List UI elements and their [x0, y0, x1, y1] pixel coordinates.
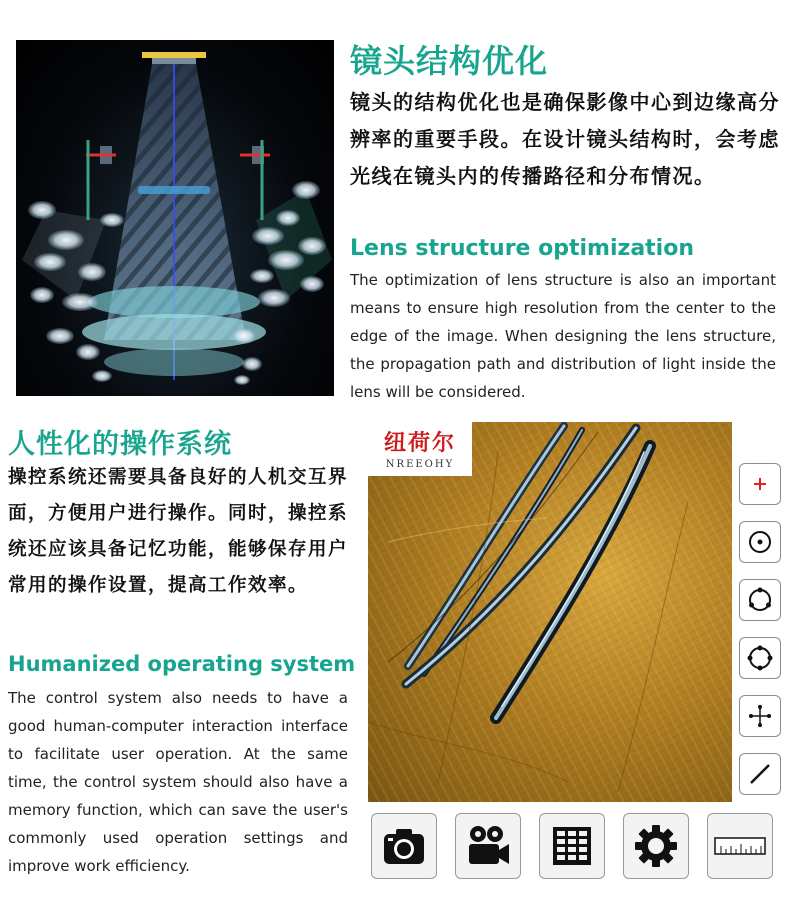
- circle-center-tool-button[interactable]: [739, 521, 781, 563]
- video-record-button[interactable]: [455, 813, 521, 879]
- lens-section-text-en: The optimization of lens structure is also an important means to ensure high resolution from the center to the edge of the image. When designing the lens structure, the propagation path and distribution of light inside the lens will be considered.: [350, 271, 776, 401]
- crosshair-icon: [748, 472, 772, 496]
- circle-4point-icon: [746, 644, 774, 672]
- lens-structure-image: [16, 40, 334, 396]
- lens-diagram-illustration: [16, 40, 334, 396]
- microscope-view[interactable]: [368, 422, 732, 802]
- brand-logo: [368, 422, 472, 476]
- four-point-circle-tool-button[interactable]: [739, 637, 781, 679]
- gear-icon: [634, 824, 678, 868]
- crosshair-tool-button[interactable]: [739, 463, 781, 505]
- metal-surface-scratches: [368, 422, 732, 802]
- grid-button[interactable]: [539, 813, 605, 879]
- cross-axis-icon: [746, 702, 774, 730]
- camera-button[interactable]: [371, 813, 437, 879]
- ruler-button[interactable]: [707, 813, 773, 879]
- system-section-text-cn: 操控系统还需要具备良好的人机交互界面，方便用户进行操作。同时，操控系统还应该具备记忆功能，能够保存用户常用的操作设置，提高工作效率。: [8, 467, 349, 596]
- brand-logo-en: NREEOHY: [385, 459, 455, 470]
- circle-center-icon: [746, 528, 774, 556]
- circle-3point-icon: [746, 586, 774, 614]
- settings-button[interactable]: [623, 813, 689, 879]
- ruler-icon: [714, 835, 766, 857]
- cross-axis-tool-button[interactable]: [739, 695, 781, 737]
- lens-section-title: 镜头结构优化: [350, 42, 549, 80]
- grid-icon: [551, 825, 593, 867]
- system-section-title: 人性化的操作系统: [8, 429, 232, 460]
- camera-icon: [382, 826, 426, 866]
- three-point-circle-tool-button[interactable]: [739, 579, 781, 621]
- lens-section-text-cn: 镜头的结构优化也是确保影像中心到边缘高分辨率的重要手段。在设计镜头结构时，会考虑光线在镜头内的传播路径和分布情况。: [350, 90, 780, 188]
- line-icon: [746, 760, 774, 788]
- brand-logo-cn: 纽荷尔: [383, 431, 456, 456]
- line-tool-button[interactable]: [739, 753, 781, 795]
- video-camera-icon: [465, 824, 511, 868]
- lens-section-title-en: Lens structure optimization: [350, 236, 694, 261]
- system-section-text-en: The control system also needs to have a good human-computer interaction interface to facilitate user operation. At the same time, the control system should also have a memory function, which can save the user's commonly used operation settings and improve work efficiency.: [8, 689, 348, 875]
- system-section-title-en: Humanized operating system: [8, 652, 356, 676]
